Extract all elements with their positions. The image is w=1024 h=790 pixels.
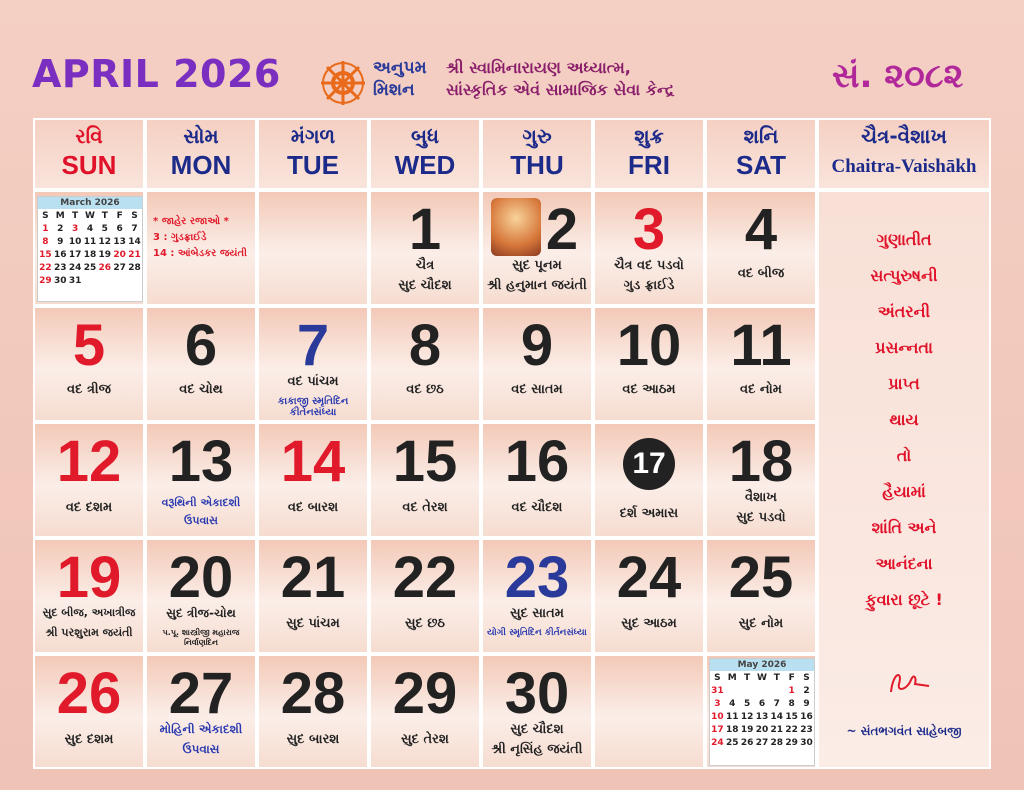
day-cell-11: 11 વદ નોમ <box>705 306 817 422</box>
signature-mark-icon <box>881 662 937 702</box>
cell-empty <box>593 654 705 769</box>
mini-calendar-march: March 2026 S M T W T F S 1 2 3 4 5 6 7 8 9 10 11 12 13 14 15 16 17 18 19 20 21 22 23 24 25 26 27 28 29 30 31 <box>37 196 143 302</box>
new-moon-badge: 17 <box>623 438 675 490</box>
day-cell-27: 27 મોહિની એકાદશી ઉપવાસ <box>145 654 257 769</box>
day-cell-8: 8 વદ છઠ <box>369 306 481 422</box>
day-cell-19: 19 સુદ બીજ, અખાત્રીજ શ્રી પરશુરામ જયંતી <box>33 538 145 654</box>
day-cell-9: 9 વદ સાતમ <box>481 306 593 422</box>
samvat-year: સં. ૨૦૮૨ <box>832 56 964 96</box>
day-cell-22: 22 સુદ છઠ <box>369 538 481 654</box>
day-header-tue: મંગળ TUE <box>257 118 369 190</box>
org-description: શ્રી સ્વામિનારાયણ અધ્યાત્મ, સાંસ્કૃતિક એવં સામાજિક સેવા કેન્દ્ર <box>446 58 675 99</box>
org-name: અનુપમ મિશન <box>373 58 427 100</box>
day-header-thu: ગુરુ THU <box>481 118 593 190</box>
day-cell-1: 1 ચૈત્ર સુદ ચૌદશ <box>369 190 481 306</box>
day-cell-10: 10 વદ આઠમ <box>593 306 705 422</box>
day-cell-20: 20 સુદ ત્રીજ-ચોથ પ.પૂ. શાસ્ત્રીજી મહારાજ નિર્વાણદિન <box>145 538 257 654</box>
quote-panel: ગુણાતીત સત્પુરુષની અંતરની પ્રસન્નતા પ્રાપ્ત થાય તો હૈયામાં શાંતિ અને આનંદના ફુવારા છૂટે ! ~ સંતભગવંત સાહેબજી <box>817 190 991 769</box>
day-cell-23: 23 સુદ સાતમ યોગી સ્મૃતિદિન કીર્તનસંધ્યા <box>481 538 593 654</box>
day-cell-14: 14 વદ બારશ <box>257 422 369 538</box>
day-cell-12: 12 વદ દશમ <box>33 422 145 538</box>
day-cell-13: 13 વરૂથિની એકાદશી ઉપવાસ <box>145 422 257 538</box>
day-cell-25: 25 સુદ નોમ <box>705 538 817 654</box>
day-cell-21: 21 સુદ પાંચમ <box>257 538 369 654</box>
day-cell-4: 4 વદ બીજ <box>705 190 817 306</box>
day-cell-16: 16 વદ ચૌદશ <box>481 422 593 538</box>
day-cell-17: 17 દર્શ અમાસ <box>593 422 705 538</box>
calendar-grid <box>33 118 991 769</box>
mini-may-table: S M T W T F S 31 1 2 3 4 5 6 7 8 9 10 11 12 13 14 15 16 17 18 19 20 21 22 23 24 25 26 27 28 29 30 <box>711 672 813 748</box>
day-cell-26: 26 સુદ દશમ <box>33 654 145 769</box>
day-header-sat: શનિ SAT <box>705 118 817 190</box>
public-holidays-note: * જાહેર રજાઓ * 3 : ગુડફ્રાઈડે 14 : આંબેડકર જયંતી <box>153 216 247 259</box>
day-header-wed: બુધ WED <box>369 118 481 190</box>
cell-march-mini <box>33 190 145 306</box>
day-cell-29: 29 સુદ તેરશ <box>369 654 481 769</box>
day-cell-6: 6 વદ ચોથ <box>145 306 257 422</box>
day-cell-18: 18 વૈશાખ સુદ પડવો <box>705 422 817 538</box>
day-cell-24: 24 સુદ આઠમ <box>593 538 705 654</box>
day-cell-5: 5 વદ ત્રીજ <box>33 306 145 422</box>
month-title: APRIL 2026 <box>32 52 281 96</box>
cell-holidays <box>145 190 257 306</box>
day-cell-15: 15 વદ તેરશ <box>369 422 481 538</box>
cell-empty <box>257 190 369 306</box>
day-header-mon: સોમ MON <box>145 118 257 190</box>
day-cell-2: 2 સુદ પૂનમ શ્રી હનુમાન જયંતી <box>481 190 593 306</box>
day-header-sun: રવિ SUN <box>33 118 145 190</box>
month-lunar-header: ચૈત્ર-વૈશાખ Chaitra-Vaishākh <box>817 118 991 190</box>
calendar-header <box>0 0 1024 118</box>
mini-calendar-may: May 2026 S M T W T F S 31 1 2 3 4 5 6 7 8 9 10 11 12 13 14 15 16 17 18 19 20 21 22 23 24 25 26 27 28 29 30 <box>709 658 815 766</box>
day-header-fri: શુક્ર FRI <box>593 118 705 190</box>
dharma-wheel-logo-icon <box>318 58 368 108</box>
day-cell-7: 7 વદ પાંચમ કાકાજી સ્મૃતિદિન કીર્તનસંધ્યા <box>257 306 369 422</box>
mini-march-table: S M T W T F S 1 2 3 4 5 6 7 8 9 10 11 12 13 14 15 16 17 18 19 20 21 22 23 24 25 26 27 28 29 30 31 <box>39 210 141 286</box>
day-cell-3: 3 ચૈત્ર વદ પડવો ગુડ ફ્રાઈડે <box>593 190 705 306</box>
cell-may-mini <box>705 654 817 769</box>
day-cell-28: 28 સુદ બારશ <box>257 654 369 769</box>
day-cell-30: 30 સુદ ચૌદશ શ્રી નૃસિંહ જયંતી <box>481 654 593 769</box>
